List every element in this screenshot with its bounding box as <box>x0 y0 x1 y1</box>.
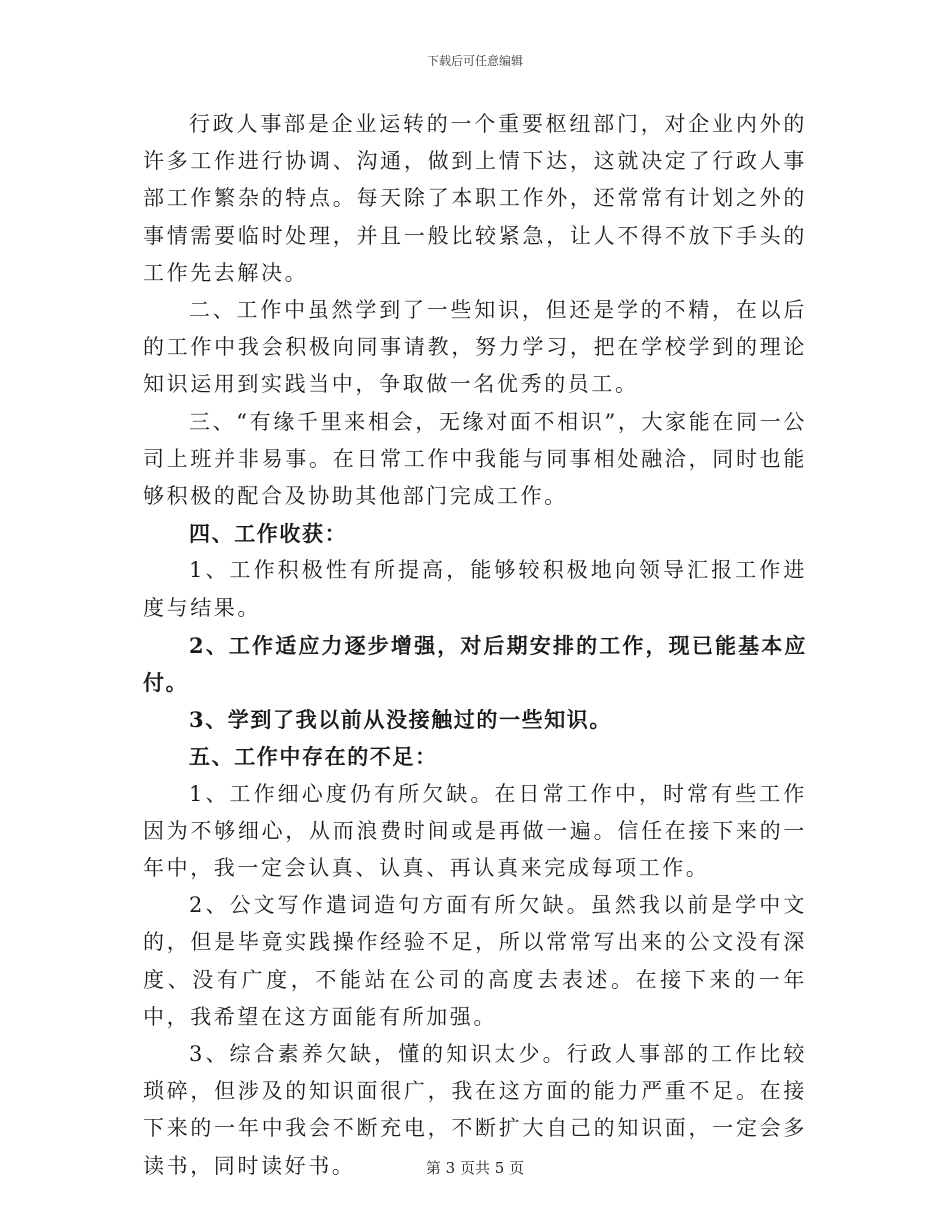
page-header: 下载后可任意编辑 <box>426 54 523 68</box>
gains-item-1: 1、工作积极性有所提高，能够较积极地向领导汇报工作进度与结果。 <box>143 558 807 620</box>
paragraph-intro: 行政人事部是企业运转的一个重要枢纽部门，对企业内外的许多工作进行协调、沟通，做到上情下达，这就决定了行政人事部工作繁杂的特点。每天除了本职工作外，还常常有计划之外的事情需要临时处理，并且一般比较紧急，让人不得不放下手头的工作先去解决。 <box>143 112 807 285</box>
paragraph-section-3: 三、“有缘千里来相会，无缘对面不相识”，大家能在同一公司上班并非易事。在日常工作中我能与同事相处融洽，同时也能够积极的配合及协助其他部门完成工作。 <box>143 409 807 509</box>
page-number: 第 3 页共 5 页 <box>425 1159 525 1177</box>
gains-item-3: 3、学到了我以前从没接触过的一些知识。 <box>189 707 613 733</box>
document-body <box>143 106 807 1185</box>
gains-item-2: 2、工作适应力逐步增强，对后期安排的工作，现已能基本应付。 <box>143 632 807 696</box>
heading-work-gains: 四、工作收获： <box>189 521 348 547</box>
shortcoming-item-3: 3、综合素养欠缺，懂的知识太少。行政人事部的工作比较琐碎，但涉及的知识面很广，我在这方面的能力严重不足。在接下来的一年中我会不断充电，不断扩大自己的知识面，一定会多读书，同时读好书。 <box>143 1042 807 1178</box>
paragraph-section-2: 二、工作中虽然学到了一些知识，但还是学的不精，在以后的工作中我会积极向同事请教，努力学习，把在学校学到的理论知识运用到实践当中，争取做一名优秀的员工。 <box>143 298 807 397</box>
shortcoming-item-2: 2、公文写作遣词造句方面有所欠缺。虽然我以前是学中文的，但是毕竟实践操作经验不足，所以常常写出来的公文没有深度、没有广度，不能站在公司的高度去表述。在接下来的一年中，我希望在这方面能有所加强。 <box>143 893 807 1029</box>
heading-shortcomings: 五、工作中存在的不足： <box>189 744 438 770</box>
shortcoming-item-1: 1、工作细心度仍有所欠缺。在日常工作中，时常有些工作因为不够细心，从而浪费时间或是再做一遍。信任在接下来的一年中，我一定会认真、认真、再认真来完成每项工作。 <box>143 781 807 881</box>
